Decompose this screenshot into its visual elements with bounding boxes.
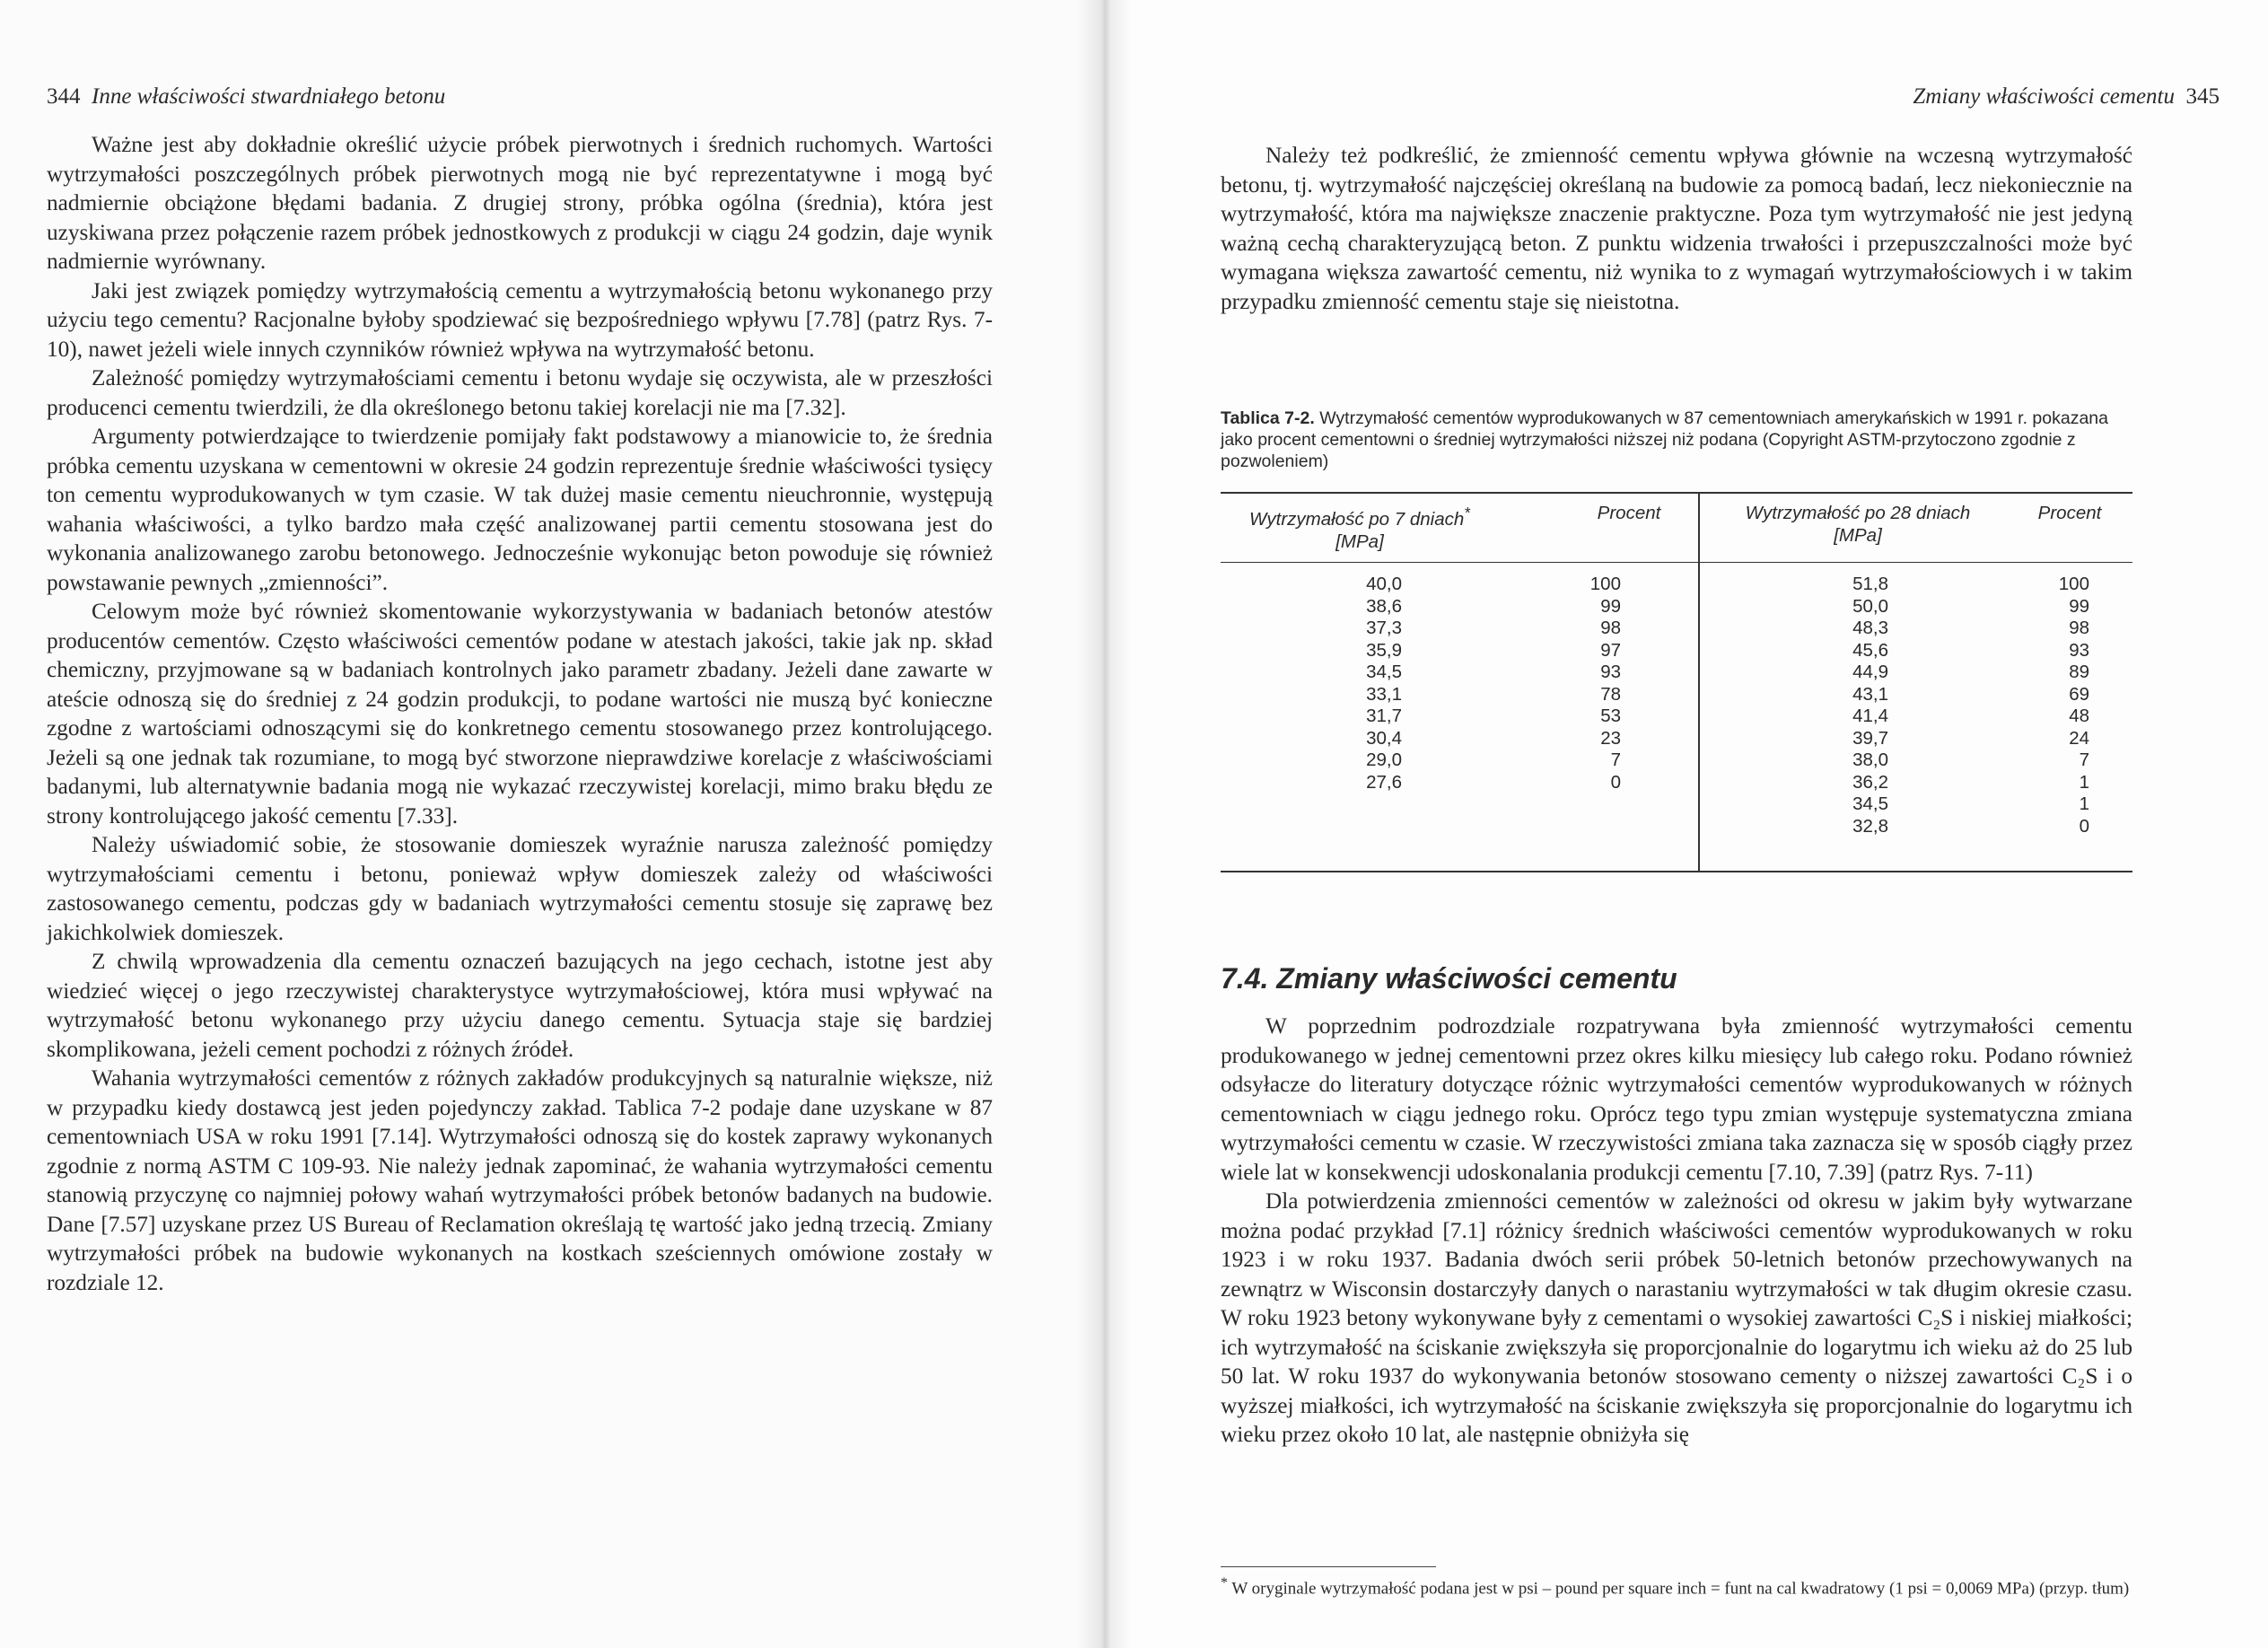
book-gutter — [1077, 0, 1131, 1648]
table-cell: 97 — [1600, 639, 1621, 661]
column-7day-strength — [1292, 574, 1402, 793]
right-running-head — [1913, 84, 2220, 110]
table-cell: 1 — [2079, 793, 2089, 814]
table-cell: 24 — [2069, 727, 2089, 749]
table-cell: 78 — [1600, 683, 1621, 705]
table-cell: 29,0 — [1366, 749, 1402, 770]
paragraph: Dla potwierdzenia zmienności cementów w zależności od okresu w jakim były wytwarzane można podać przykład [7.1] różnicy średnich właściwości cementów wyprodukowanych w roku 1923 i w roku 1937. Badania dwóch serii próbek 50-letnich betonów przechowywanych na zewnątrz w Wisconsin dostarczyły danych o narastaniu wytrzymałości w tak długim okresie czasu. W roku 1923 betony wykonywane były z cementami o wysokiej zawartości C₂S i niskiej miałkości; ich wytrzymałość na ściskanie zwiększyła się proporcjonalnie do logarytmu ich wieku aż do 25 lub 50 lat. W roku 1937 do wykonywania betonów stosowano cementy o niższej zawartości C₂S i o wyższej miałkości, ich wytrzymałość na ściskanie zwiększyła się proporcjonalnie do logarytmu ich wieku przez około 10 lat, ale następnie obniżyła się — [1221, 1188, 2132, 1447]
table-cell: 93 — [1600, 662, 1621, 682]
table-cell: 41,4 — [1852, 706, 1888, 726]
table-cell: 98 — [2069, 618, 2089, 638]
table-caption-label: Tablica 7-2. — [1221, 408, 1315, 428]
table-cell: 27,6 — [1366, 771, 1402, 793]
paragraph: Argumenty potwierdzające to twierdzenie pomijały fakt podstawowy a mianowicie to, że średnia próbka cementu uzyskana w cementowni w okresie 24 godzin reprezentuje średnie właściwości tysięcy ton cementu wyprodukowanych w tym czasie. W tak dużej masie cementu nieuchronnie, występują wahania właściwości, a tylko bardzo mała część analizowanej partii cementu stosowana jest do wykonania analizowanego zarobu betonowego. Jednocześnie wykonując beton powoduje się również powstawanie pewnych „zmienności”. — [47, 424, 993, 595]
table-cell: 38,6 — [1366, 595, 1402, 617]
paragraph: Zależność pomiędzy wytrzymałościami cementu i betonu wydaje się oczywista, ale w przeszłości producenci cementu twierdzili, że dla określonego betonu takiej korelacji nie ma [7.32]. — [47, 365, 993, 420]
table-cell: 39,7 — [1852, 727, 1888, 749]
section-heading: 7.4. Zmiany właściwości cementu — [1221, 962, 1677, 995]
table-cell: 0 — [2079, 815, 2089, 837]
table-cell: 69 — [2069, 683, 2089, 705]
paragraph: Należy też podkreślić, że zmienność cementu wpływa głównie na wczesną wytrzymałość betonu, tj. wytrzymałość najczęściej określaną na budowie za pomocą badań, lecz niekoniecznie na wytrzymałość, która ma największe znaczenie praktyczne. Poza tym wytrzymałość nie jest jedyną ważną cechą charakteryzującą beton. Z punktu widzenia trwałości i przepuszczalności może być wymagana większa zawartość cementu, niż wynika to z wymagań wytrzymałościowych i w takim przypadku zmienność cementu staje się nieistotna. — [1221, 143, 2132, 314]
paragraph: Z chwilą wprowadzenia dla cementu oznaczeń bazujących na jego cechach, istotne jest aby wiedzieć więcej o jego rzeczywistej charakterystyce wytrzymałościowej, która musi wpływać na wytrzymałość betonu wykonanego przy użyciu danego cementu. Sytuacja staje się bardziej skomplikowana, jeżeli cement pochodzi z różnych źródeł. — [47, 949, 993, 1062]
footnote-marker: * — [1221, 1575, 1228, 1591]
table-cell: 0 — [1610, 771, 1621, 793]
table-header-rule — [1221, 562, 2132, 563]
header-28day-percent: Procent — [2037, 503, 2102, 523]
table-cell: 36,2 — [1852, 771, 1888, 793]
right-intro-column — [1221, 141, 2132, 316]
footnote-marker: * — [1464, 504, 1470, 522]
table-cell: 34,5 — [1852, 793, 1888, 814]
table-cell: 35,9 — [1366, 639, 1402, 661]
table-cell: 33,1 — [1366, 683, 1402, 705]
left-running-title: Inne właściwości stwardniałego betonu — [92, 84, 446, 109]
table-cell: 31,7 — [1366, 706, 1402, 726]
table-bottom-rule — [1221, 871, 2132, 872]
left-page-number: 344 — [47, 84, 81, 109]
table-cell: 32,8 — [1852, 815, 1888, 837]
table-cell: 99 — [2069, 595, 2089, 617]
table-cell: 7 — [2079, 749, 2089, 770]
header-7day-percent: Procent — [1597, 503, 1661, 523]
table-caption — [1221, 408, 2132, 472]
table-center-rule — [1698, 492, 1700, 871]
table-top-rule — [1221, 492, 2132, 494]
table-cell: 100 — [1589, 574, 1621, 594]
paragraph: Należy uświadomić sobie, że stosowanie domieszek wyraźnie narusza zależność pomiędzy wytrzymałościami cementu i betonu, ponieważ wpływ domieszek zależy od właściwości zastosowanego cementu, podczas gdy w badaniach wytrzymałości cementu stosuje się zaprawę bez jakichkolwiek domieszek. — [47, 832, 993, 945]
table-cell: 37,3 — [1366, 618, 1402, 638]
table-cell: 45,6 — [1852, 639, 1888, 661]
table-cell: 89 — [2069, 662, 2089, 682]
table-cell: 30,4 — [1366, 727, 1402, 749]
footnote-text: W oryginale wytrzymałość podana jest w psi – pound per square inch = funt na cal kwadratowy (1 psi = 0,0069 MPa) (przyp. tłum) — [1231, 1579, 2130, 1599]
table-cell: 48 — [2069, 706, 2089, 726]
table-cell: 40,0 — [1366, 574, 1402, 594]
table-cell: 38,0 — [1852, 749, 1888, 770]
paragraph: Celowym może być również skomentowanie wykorzystywania w badaniach betonów atestów producentów cementów. Często właściwości cementów podane w atestach jakości, takie jak np. skład chemiczny, przyjmowane są w badaniach kontrolnych jako parametr zbadany. Jeżeli dane zawarte w ateście odnoszą się do średniej z 24 godzin produkcji, to podane wartości nie muszą być konieczne zgodne z wartościami odnoszącymi się do konkretnego cementu stosowanego przez kontrolującego. Jeżeli są one jednak tak rozumiane, to mogą być stworzone nieprawdziwe korelacje z właściwościami badanymi, lub alternatywnie badania mogą nie wykazać rzeczywistej korelacji, mimo braku błędu ze strony kontrolującego jakość cementu [7.33]. — [47, 599, 993, 828]
table-cell: 34,5 — [1366, 662, 1402, 682]
header-28day-strength: Wytrzymałość po 28 dniach [MPa] — [1745, 503, 1971, 546]
right-running-title: Zmiany właściwości cementu — [1913, 84, 2175, 109]
table-cell: 93 — [2069, 639, 2089, 661]
table-cell: 23 — [1600, 727, 1621, 749]
column-28day-percent — [2028, 574, 2089, 837]
table-cell: 7 — [1610, 749, 1621, 770]
paragraph: Jaki jest związek pomiędzy wytrzymałością cementu a wytrzymałością betonu wykonanego przy użyciu tego cementu? Racjonalne byłoby spodziewać się bezpośredniego wpływu [7.78] (patrz Rys. 7-10), nawet jeżeli wiele innych czynników również wpływa na wytrzymałość betonu. — [47, 277, 993, 362]
table-cell: 1 — [2079, 771, 2089, 793]
table-cell: 51,8 — [1852, 574, 1888, 594]
left-text-column — [47, 130, 993, 1297]
left-page — [0, 0, 1104, 1648]
header-7day-strength: Wytrzymałość po 7 dniach* [MPa] — [1249, 504, 1470, 552]
footnote-rule — [1221, 1566, 1436, 1567]
table-cell: 98 — [1600, 618, 1621, 638]
table-cell: 44,9 — [1852, 662, 1888, 682]
right-page-number: 345 — [2185, 84, 2220, 109]
paragraph: Ważne jest aby dokładnie określić użycie próbek pierwotnych i średnich ruchomych. Wartości wytrzymałości poszczególnych próbek pierwotnych mogą nie być reprezentatywne i mogą być nadmiernie obciążone błędami badania. Z drugiej strony, próbka ogólna (średnia), która jest uzyskiwana przez połączenie razem próbek jednostkowych z produkcji w ciągu 24 godzin, daje wynik nadmiernie wyrównany. — [47, 132, 993, 274]
table-caption-text: Wytrzymałość cementów wyprodukowanych w 87 cementowniach amerykańskich w 1991 r. pokazana jako procent cementowni o średniej wytrzymałości niższej niż podana (Copyright ASTM-przytoczono zgodnie z pozwoleniem) — [1221, 408, 2108, 471]
table-cell: 99 — [1600, 595, 1621, 617]
paragraph: W poprzednim podrozdziale rozpatrywana była zmienność wytrzymałości cementu produkowanego w jednej cementowni przez okres kilku miesięcy lub całego roku. Podano również odsyłacze do literatury dotyczące różnic wytrzymałości cementów wyprodukowanych w różnych cementowniach w ciągu jednego roku. Oprócz tego typu zmian występuje systematyczna zmiana wytrzymałości cementu w czasie. W rzeczywistości zmiana taka zaznacza się w sposób ciągły przez wiele lat w konsekwencji udoskonalania produkcji cementu [7.10, 7.39] (patrz Rys. 7-11) — [1221, 1013, 2132, 1185]
paragraph: Wahania wytrzymałości cementów z różnych zakładów produkcyjnych są naturalnie większe, niż w przypadku kiedy dostawcą jest jeden pojedynczy zakład. Tablica 7-2 podaje dane uzyskane w 87 cementowniach USA w roku 1991 [7.14]. Wytrzymałości odnoszą się do kostek zaprawy wykonanych zgodnie z normą ASTM C 109-93. Nie należy jednak zapominać, że wahania wytrzymałości cementu stanowią przyczynę co najmniej połowy wahań wytrzymałości próbek betonów badanych na budowie. Dane [7.57] uzyskane przez US Bureau of Reclamation określają tę wartość jako jedną trzecią. Zmiany wytrzymałości próbek na budowie wykonanych na kostkach sześciennych omówione zostały w rozdziale 12. — [47, 1065, 993, 1295]
footnote — [1221, 1573, 2132, 1600]
table-cell: 50,0 — [1852, 595, 1888, 617]
table-cell: 53 — [1600, 706, 1621, 726]
column-28day-strength — [1777, 574, 1888, 837]
right-section-column — [1221, 1012, 2132, 1450]
left-running-head — [47, 84, 445, 110]
table-cell: 100 — [2058, 574, 2089, 594]
table-cell: 43,1 — [1852, 683, 1888, 705]
column-7day-percent — [1562, 574, 1621, 793]
table-cell: 48,3 — [1852, 618, 1888, 638]
